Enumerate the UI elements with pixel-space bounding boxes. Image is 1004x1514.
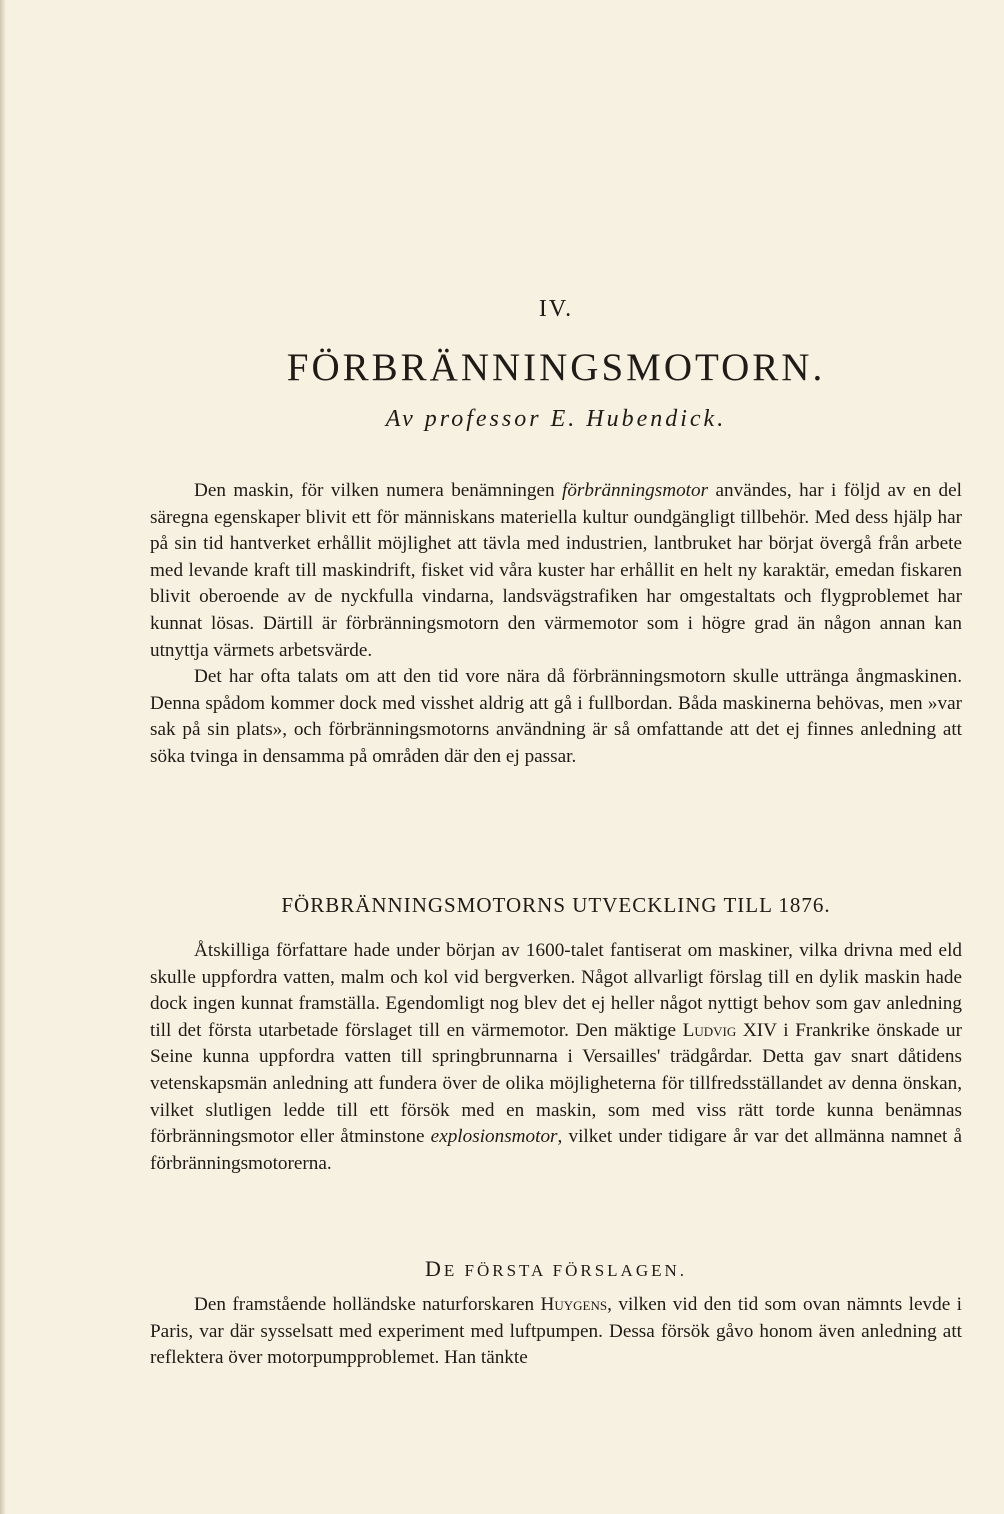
intro-paragraph-2: Det har ofta talats om att den tid vore nära då förbränningsmotorn skulle uttränga ångmaskinen. Denna spådom kommer dock med visshet aldrig att gå i fullbordan. Båda maskinerna behövas, men »var sak på sin plats», och förbränningsmotorns användning är så omfattande att det ej finnes anledning att söka tvinga in densamma på områden där den ej passar. (150, 666, 962, 767)
s2-p1-text-a: Den framstående holländske naturforskaren (194, 1294, 541, 1315)
s1-p1-text-b: XIV i Frankrike önskade ur Seine kunna uppfordra vatten till springbrunnarna i Versailles' trädgårdar. Detta gav snart dåtidens vetenskapsmän anledning att fundera över de olika möjligheterna för tillfredsställandet av denna önskan, vilket slutligen ledde till ett försök med en maskin, som med viss rätt torde kunna benämnas förbränningsmotor eller åtminstone (150, 1019, 962, 1148)
chapter-title: FÖRBRÄNNINGSMOTORN. (286, 346, 826, 389)
chapter-number: IV. (538, 296, 574, 322)
s2-heading-initial: D (424, 1256, 444, 1281)
s2-p1-text-b: , vilken vid den tid som ovan nämnts levde i Paris, var där sysselsatt med experiment med luftpumpen. Dessa försök gåvo honom även anledning att reflektera över motorpumpproblemet. Han tänkte (150, 1294, 962, 1369)
section-heading-development: FÖRBRÄNNINGSMOTORNS UTVECKLING TILL 1876. (281, 893, 831, 917)
s1-p1-text-c: , vilket under tidigare år var det allmänna namnet å förbränningsmotorerna. (150, 1126, 962, 1174)
intro-paragraph-1 (150, 478, 962, 664)
s2-heading-rest: E FÖRSTA FÖRSLAGEN. (443, 1261, 688, 1280)
s2-p1-name: Huygens (540, 1294, 608, 1315)
s1-p1-text-a: Åtskilliga författare hade under början av 1600-talet fantiserat om maskiner, vilka drivna med eld skulle uppfordra vatten, malm och kol vid bergverken. Något allvarligt förslag till en dylik maskin hade dock ingen kunnat framställa. Egendomligt nog blev det ej heller något nyttigt behov som gav anledning till det första utarbetade förslaget till en värmemotor. Den mäktige (150, 940, 962, 1041)
intro-p1-text-b: användes, har i följd av en del säregna egenskaper blivit ett för människans materiella kultur oundgängligt tillbehör. Med dess hjälp har på sin tid hantverket erhållit möjlighet att tävla med industrien, lantbruket har börjat övergå från arbete med levande kraft till maskindrift, fisket vid våra kuster har erhållit en helt ny karaktär, emedan fiskaren blivit oberoende av de nyckfulla vindarna, landsvägstrafiken har omgestaltats och flygproblemet har kunnat lösas. Därtill är förbränningsmotorn den värmemotor som i högre grad än någon annan kan utnyttja värmets arbetsvärde. (150, 480, 962, 661)
section-heading-first-proposals (150, 1256, 962, 1282)
author-line: Av professor E. Hubendick. (385, 406, 727, 432)
section1-text (150, 938, 962, 1177)
section1-paragraph-1 (150, 938, 962, 1177)
intro-p1-term: förbränningsmotor (562, 480, 709, 501)
intro-text (150, 478, 962, 771)
section2-paragraph-1 (150, 1292, 962, 1372)
page-edge (0, 0, 6, 1514)
intro-p1-text-a: Den maskin, för vilken numera benämningen (194, 480, 562, 501)
s1-p1-term: explosionsmotor (430, 1126, 558, 1148)
section2-text (150, 1292, 962, 1372)
s1-p1-name: Ludvig (682, 1019, 737, 1041)
